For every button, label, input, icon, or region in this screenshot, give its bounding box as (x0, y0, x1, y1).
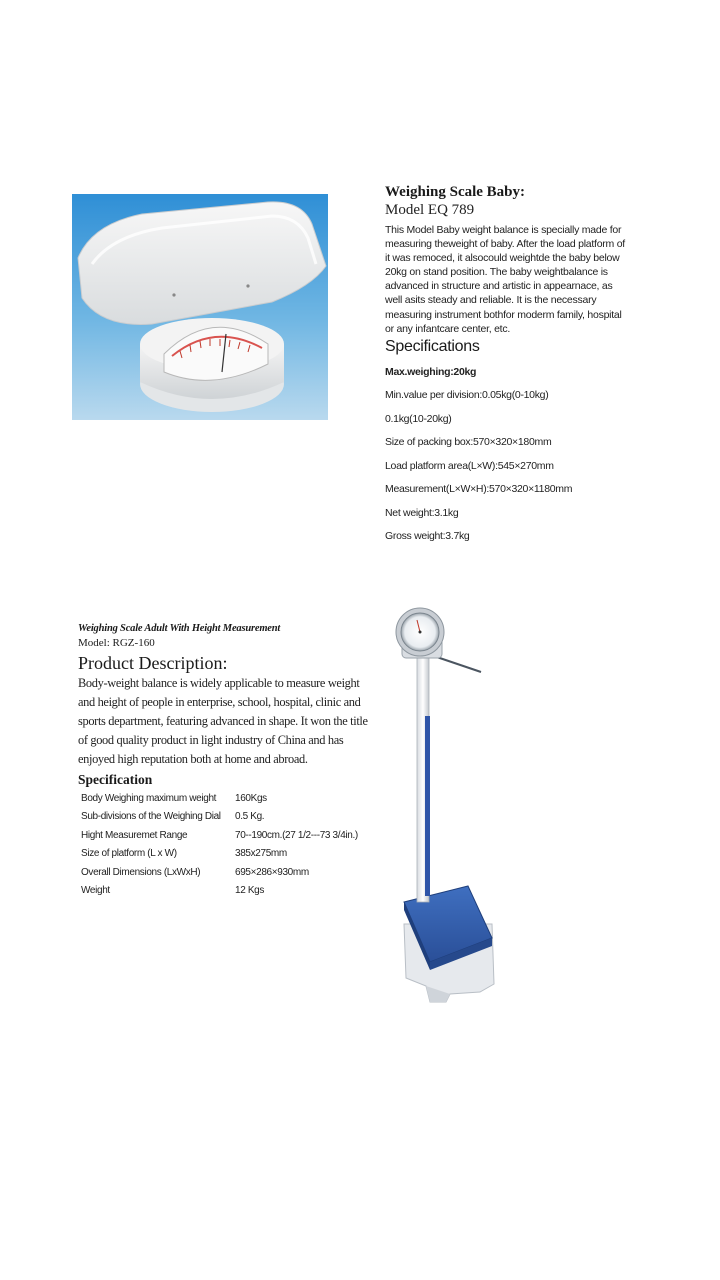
adult-scale-description: Body-weight balance is widely applicable to measure weight and height of people in enterprise, school, hospital, clinic and sports department, featuring advanced in shape. It won the title of good quality product in light industry of China and has enjoyed high reputation both at home and abroad. (78, 676, 368, 766)
baby-scale-title: Weighing Scale Baby: (385, 184, 526, 200)
baby-scale-section (385, 183, 625, 549)
spec-value: 695×286×930mm (235, 866, 309, 878)
spec-label: Weight (81, 885, 110, 897)
adult-scale-model: Model: RGZ-160 (78, 637, 155, 649)
spec-line: Size of packing box:570×320×180mm (385, 436, 552, 449)
table-row (81, 863, 358, 882)
spec-line: Net weight:3.1kg (385, 506, 459, 519)
table-row (81, 808, 358, 827)
spec-line: Min.value per division:0.05kg(0-10kg) (385, 389, 549, 402)
spec-line: 0.1kg(10-20kg) (385, 412, 452, 425)
adult-spec-table (81, 789, 358, 900)
spec-value: 385x275mm (235, 848, 287, 860)
spec-line: Gross weight:3.7kg (385, 530, 470, 543)
baby-scale-photo (72, 194, 328, 420)
spec-label: Sub-divisions of the Weighing Dial (81, 811, 221, 823)
spec-line: Max.weighing:20kg (385, 365, 477, 378)
table-row (81, 826, 358, 845)
spec-label: Hight Measuremet Range (81, 829, 188, 841)
adult-scale-section (78, 622, 368, 900)
spec-label: Body Weighing maximum weight (81, 792, 217, 804)
spec-value: 70--190cm.(27 1/2---73 3/4in.) (235, 829, 358, 841)
table-row (81, 882, 358, 901)
adult-scale-title: Weighing Scale Adult With Height Measurement (78, 623, 281, 634)
baby-specs-heading: Specifications (385, 337, 480, 355)
spec-value: 12 Kgs (235, 885, 265, 897)
baby-specs-list (385, 361, 625, 549)
spec-value: 0.5 Kg. (235, 811, 265, 823)
baby-scale-model: Model EQ 789 (385, 202, 475, 218)
table-row (81, 789, 358, 808)
adult-scale-photo (384, 606, 500, 1016)
spec-line: Load platform area(L×W):545×270mm (385, 459, 554, 472)
table-row (81, 845, 358, 864)
spec-label: Size of platform (L x W) (81, 848, 177, 860)
product-description-heading: Product Description: (78, 653, 228, 673)
spec-label: Overall Dimensions (LxWxH) (81, 866, 201, 878)
adult-spec-heading: Specification (78, 772, 153, 787)
baby-scale-description: This Model Baby weight balance is specially made for measuring theweight of baby. After the load platform of it was remoced, it alsocould weightde the baby below 20kg on stand position. The baby weightbalance is advanced in structure and artistic in appearnace, as well asits steady and reliable. It is the necessary measuring instrument bothfor moderm family, hospital or any infantcare center, etc. (385, 224, 625, 335)
spec-line: Measurement(L×W×H):570×320×1180mm (385, 483, 573, 496)
spec-value: 160Kgs (235, 792, 267, 804)
